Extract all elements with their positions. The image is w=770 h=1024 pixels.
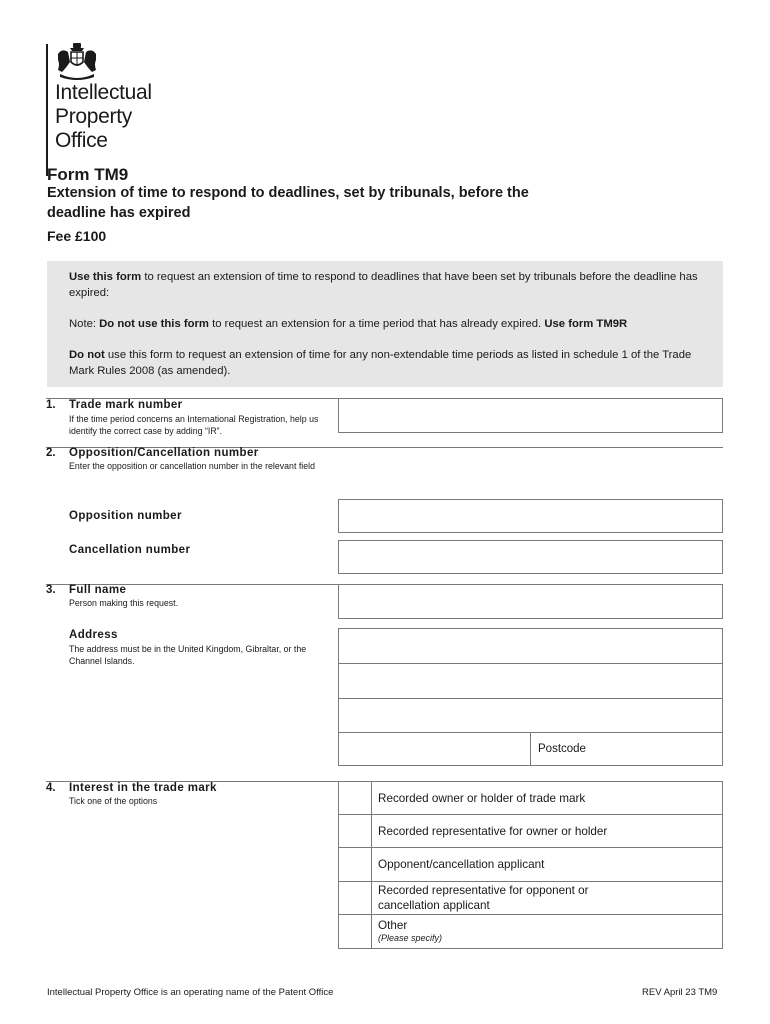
- fee-label: Fee £100: [47, 228, 107, 244]
- option-opponent-checkbox[interactable]: [339, 848, 372, 880]
- option-other-checkbox[interactable]: [339, 915, 372, 948]
- address-line-4-input[interactable]: [338, 732, 531, 766]
- option-owner-checkbox[interactable]: [339, 782, 372, 814]
- interest-option-row: [339, 915, 722, 948]
- section-1-title: Trade mark number: [69, 399, 183, 411]
- org-name-line-1: Intellectual: [55, 81, 152, 104]
- section-4-help: Tick one of the options: [69, 796, 158, 806]
- org-name-line-3: Office: [55, 129, 108, 152]
- address-line-2-input[interactable]: [338, 663, 723, 698]
- interest-option-row: [339, 848, 722, 881]
- postcode-input[interactable]: [530, 732, 723, 766]
- option-opponent-representative-checkbox[interactable]: [339, 882, 372, 914]
- option-owner-label: Recorded owner or holder of trade mark: [378, 791, 586, 805]
- trade-mark-number-input[interactable]: [338, 398, 723, 433]
- option-other-label: Other: [378, 919, 408, 933]
- cancellation-number-input[interactable]: [338, 540, 723, 574]
- option-owner-representative-checkbox[interactable]: [339, 815, 372, 847]
- section-4-title: Interest in the trade mark: [69, 782, 217, 794]
- opposition-number-label: Opposition number: [69, 510, 182, 522]
- address-help: The address must be in the United Kingdom, Gibraltar, or the Channel Islands.: [69, 644, 307, 666]
- full-name-input[interactable]: [338, 584, 723, 619]
- section-1-help: If the time period concerns an International Registration, help us identify the correct case by adding “IR”.: [69, 414, 319, 436]
- opposition-number-input[interactable]: [338, 499, 723, 533]
- form-title: Form TM9: [47, 165, 129, 184]
- postcode-label: Postcode: [538, 743, 586, 755]
- option-other[interactable]: [372, 915, 722, 948]
- address-line-3-input[interactable]: [338, 698, 723, 733]
- option-owner-representative-label: Recorded representative for owner or holder: [378, 824, 608, 838]
- option-opponent-label: Opponent/cancellation applicant: [378, 857, 545, 871]
- section-2-number: 2.: [46, 447, 56, 459]
- section-3-number: 3.: [46, 584, 56, 596]
- section-1-number: 1.: [46, 399, 56, 411]
- interest-option-row: [339, 782, 722, 815]
- logo-divider: [46, 44, 48, 176]
- cancellation-number-label: Cancellation number: [69, 544, 191, 556]
- address-line-1-input[interactable]: [338, 628, 723, 663]
- interest-option-row: [339, 815, 722, 848]
- interest-option-row: [339, 882, 722, 915]
- info-panel: [47, 261, 723, 387]
- option-other-note: (Please specify): [378, 933, 443, 944]
- info-paragraph-1: Use this form to request an extension of time to respond to deadlines that have been set by tribunals before the deadline has expired:: [69, 271, 698, 299]
- footer-note: Intellectual Property Office is an operating name of the Patent Office: [47, 987, 334, 998]
- section-3-title: Full name: [69, 584, 127, 596]
- royal-coat-of-arms-icon: [52, 42, 102, 82]
- address-label: Address: [69, 629, 118, 641]
- info-paragraph-3: Do not use this form to request an extension of time for any non-extendable time periods as listed in schedule 1 of the Trade Mark Rules 2008 (as amended).: [69, 349, 692, 377]
- section-4-number: 4.: [46, 782, 56, 794]
- option-opponent-representative-label: Recorded representative for opponent or cancellation applicant: [378, 883, 589, 912]
- form-subtitle: Extension of time to respond to deadlines, set by tribunals, before the deadline has expired: [47, 185, 529, 221]
- interest-options-table: [338, 781, 723, 949]
- section-2-help: Enter the opposition or cancellation number in the relevant field: [69, 461, 315, 471]
- section-3-help: Person making this request.: [69, 598, 179, 608]
- info-paragraph-2: Note: Do not use this form to request an extension for a time period that has already expired. Use form TM9R: [69, 318, 628, 330]
- section-2-title: Opposition/Cancellation number: [69, 447, 259, 459]
- org-name-line-2: Property: [55, 105, 132, 128]
- footer-revision: REV April 23 TM9: [642, 987, 718, 998]
